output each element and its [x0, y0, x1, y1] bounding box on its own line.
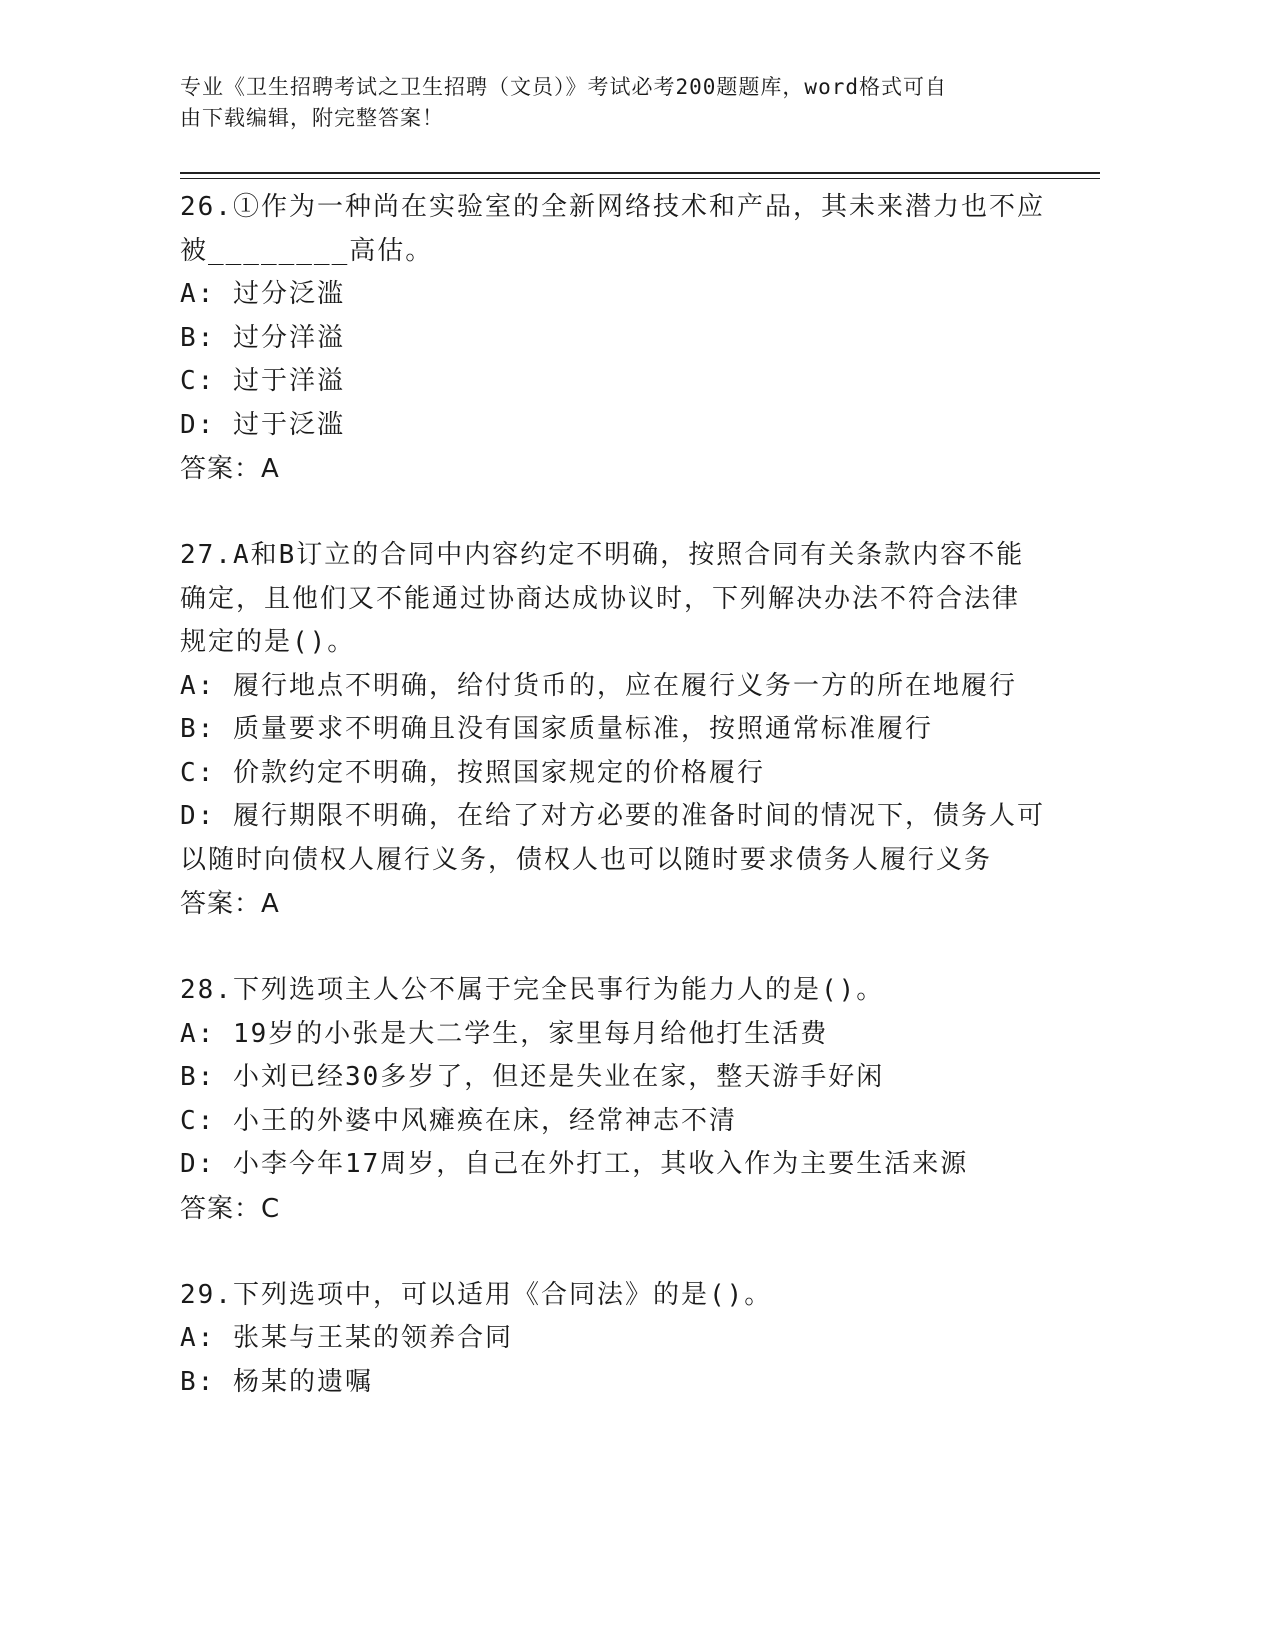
question-27: [180, 534, 1060, 927]
question-stem-line: 29.下列选项中，可以适用《合同法》的是()。: [180, 1279, 773, 1310]
option-d: D: 过于泛滥: [180, 409, 345, 440]
option-b: B: 过分洋溢: [180, 322, 345, 353]
question-stem-line: 被________高估。: [180, 235, 434, 266]
option-b: B: 质量要求不明确且没有国家质量标准，按照通常标准履行: [180, 714, 933, 744]
question-stem-line: 26.①作为一种尚在实验室的全新网络技术和产品，其未来潜力也不应: [180, 192, 1045, 222]
question-stem-line: 28.下列选项主人公不属于完全民事行为能力人的是()。: [180, 975, 885, 1005]
option-a: A: 19岁的小张是大二学生，家里每月给他打生活费: [180, 1018, 829, 1049]
answer-label: 答案：C: [180, 1193, 281, 1224]
question-stem-line: 确定，且他们又不能通过协商达成协议时，下列解决办法不符合法律: [180, 583, 1021, 614]
question-stem-line: 规定的是()。: [180, 627, 356, 657]
header-divider-thin: [180, 178, 1100, 179]
question-29: [180, 1274, 1060, 1405]
document-intro: [180, 72, 1040, 134]
option-c: C: 小王的外婆中风瘫痪在床，经常神志不清: [180, 1105, 737, 1136]
answer-label: 答案：A: [180, 454, 280, 484]
option-d: D: 小李今年17周岁，自己在外打工，其收入作为主要生活来源: [180, 1149, 969, 1179]
option-a: A: 履行地点不明确，给付货币的，应在履行义务一方的所在地履行: [180, 670, 1017, 701]
question-list: [180, 186, 1060, 1446]
option-d-continued: 以随时向债权人履行义务，债权人也可以随时要求债务人履行义务: [180, 844, 993, 875]
question-28: [180, 969, 1060, 1232]
intro-line-1: 专业《卫生招聘考试之卫生招聘（文员）》考试必考200题题库，word格式可自: [180, 75, 947, 99]
option-b: B: 小刘已经30多岁了，但还是失业在家，整天游手好闲: [180, 1062, 885, 1092]
option-c: C: 价款约定不明确，按照国家规定的价格履行: [180, 757, 765, 788]
option-d: D: 履行期限不明确，在给了对方必要的准备时间的情况下，债务人可: [180, 801, 1045, 831]
option-b: B: 杨某的遗嘱: [180, 1366, 373, 1397]
option-a: A: 张某与王某的领养合同: [180, 1323, 513, 1353]
question-26: [180, 186, 1060, 492]
header-divider-thick: [180, 172, 1100, 174]
option-c: C: 过于洋溢: [180, 366, 345, 396]
intro-line-2: 由下载编辑，附完整答案！: [180, 106, 444, 130]
question-stem-line: 27.A和B订立的合同中内容约定不明确，按照合同有关条款内容不能: [180, 540, 1025, 570]
option-a: A: 过分泛滥: [180, 279, 345, 309]
answer-label: 答案：A: [180, 889, 280, 919]
